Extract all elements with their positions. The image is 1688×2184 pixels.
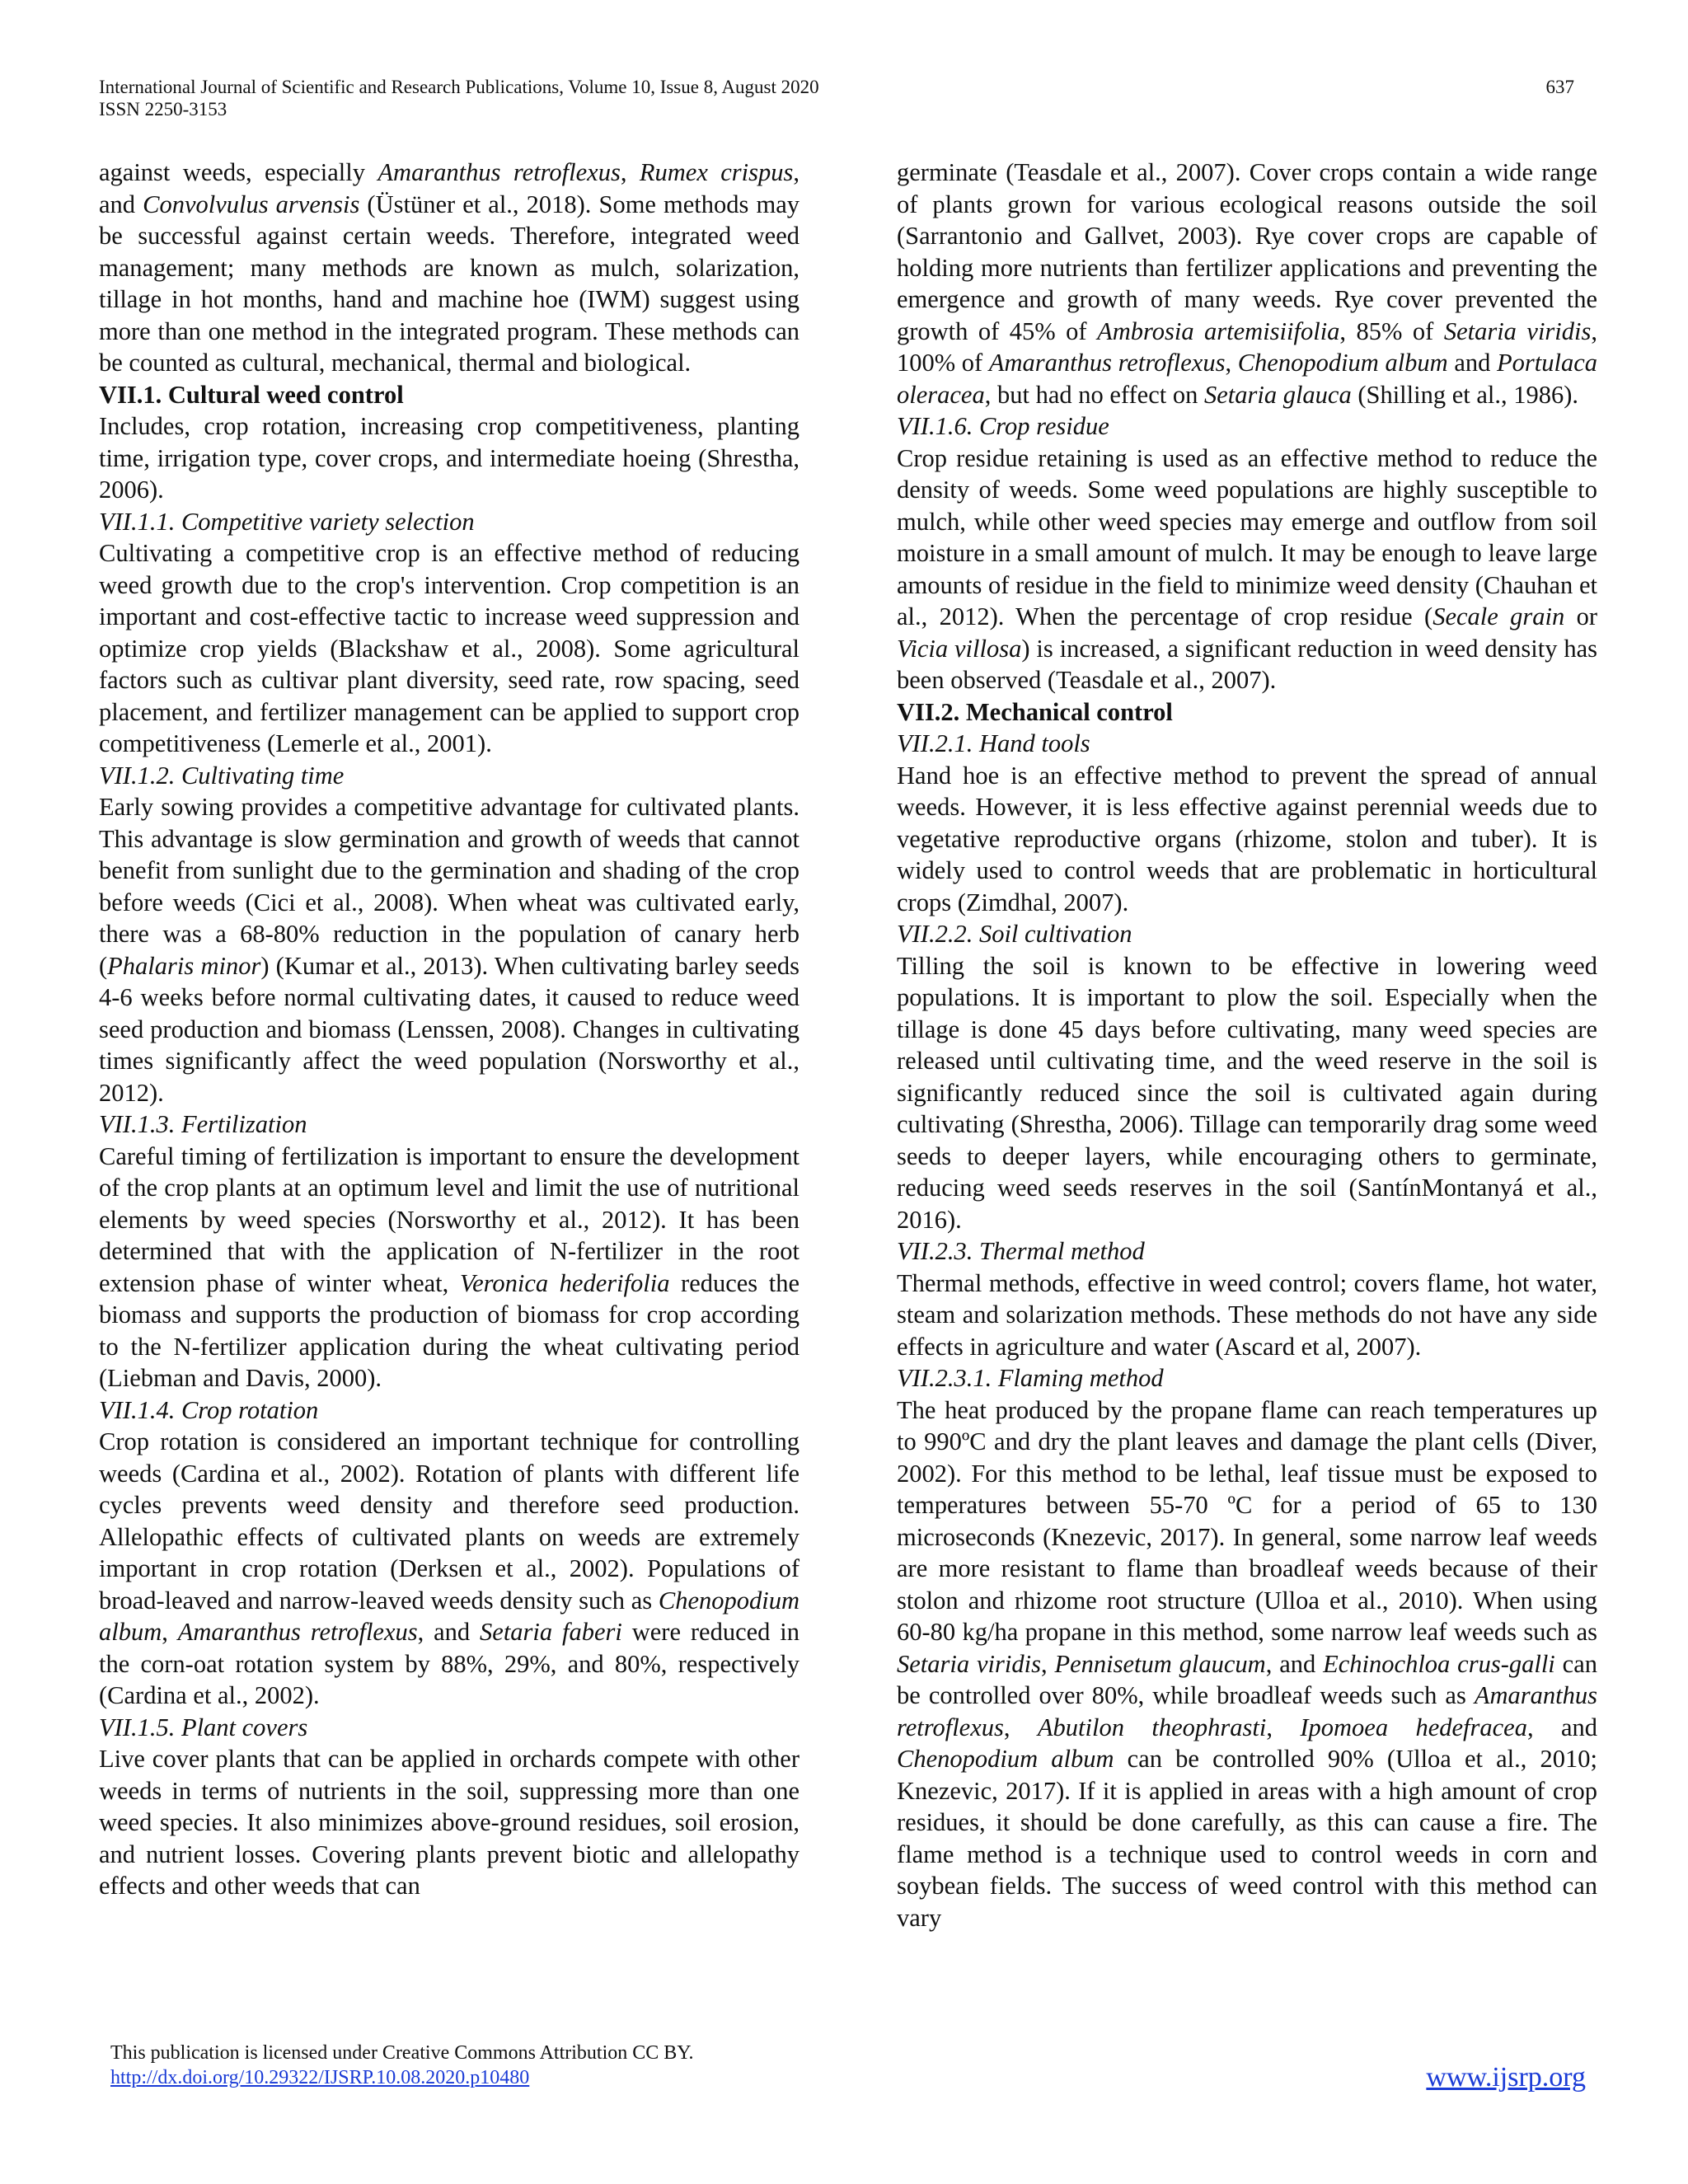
cultural-paragraph <box>99 410 799 506</box>
license-notice: This publication is licensed under Creative Commons Attribution CC BY. <box>110 2042 694 2064</box>
journal-website-link[interactable]: www.ijsrp.org <box>1426 2062 1586 2093</box>
section-heading-mechanical-control: VII.2. Mechanical control <box>897 697 1173 726</box>
species-name: Chenopodium album <box>897 1745 1114 1773</box>
text-run: , <box>620 158 640 186</box>
journal-title: International Journal of Scientific and Research Publications, Volume 10, Issue 8, August 2020 <box>99 77 819 97</box>
issn: ISSN 2250-3153 <box>99 99 227 120</box>
subsection-heading-fertilization: VII.1.3. Fertilization <box>99 1110 307 1138</box>
crop-residue-paragraph <box>897 443 1597 696</box>
text-run: , and <box>1265 1649 1324 1678</box>
text-run: Crop rotation is considered an important technique for controlling weeds (Cardina et al., 2002). Rotation of plants with different life cycles prevents weed density and therefore seed production. Allelopathic effects of cultivated plants on weeds are extremely important in crop rotation (Derksen et al., 2002). Populations of broad-leaved and narrow-leaved weeds density such as <box>99 1427 799 1615</box>
species-name: Rumex crispus <box>639 158 794 186</box>
species-name: Amaranthus retroflexus <box>897 1681 1597 1741</box>
crop-rotation-paragraph <box>99 1426 799 1712</box>
species-name: Amaranthus retroflexus <box>988 349 1226 377</box>
text-run: Tilling the soil is known to be effective in lowering weed populations. It is important to plow the soil. Especially when the tillage is done 45 days before cultivating, many weed species are released until cultivating time, and the weed reserve in the soil is significantly reduced since the soil is cultivated again during cultivating (Shrestha, 2006). Tillage can temporarily drag some weed seeds to deeper layers, while encouraging others to germinate, reducing weed seeds reserves in the soil (SantínMontanyá et al., 2016). <box>897 951 1597 1234</box>
species-name: Secale grain <box>1432 602 1565 630</box>
text-run: Cultivating a competitive crop is an effective method of reducing weed growth due to the crop's intervention. Crop competition is an important and cost-effective tactic to increase weed suppression and optimize crop yields (Blackshaw et al., 2008). Some agricultural factors such as cultivar plant diversity, seed rate, row spacing, seed placement, and fertilizer management can be applied to support crop competitiveness (Lemerle et al., 2001). <box>99 539 799 757</box>
text-run: , <box>1003 1713 1038 1741</box>
species-name: Ipomoea hedefracea <box>1300 1713 1527 1741</box>
text-run: , and <box>1526 1713 1598 1741</box>
subsection-heading-crop-rotation: VII.1.4. Crop rotation <box>99 1395 319 1424</box>
species-name: Echinochloa crus-galli <box>1323 1649 1555 1678</box>
text-run: can be controlled 90% (Ulloa et al., 2010; Knezevic, 2017). If it is applied in areas with a high amount of crop residues, it should be done carefully, as this can cause a fire. The flame method is a technique used to control weeds in corn and soybean fields. The success of weed control with this method can vary <box>897 1745 1597 1932</box>
fertilization-paragraph <box>99 1141 799 1394</box>
text-run: against weeds, especially <box>99 158 378 186</box>
section-heading-cultural-weed-control: VII.1. Cultural weed control <box>99 380 404 409</box>
text-run: , 85% of <box>1339 316 1444 345</box>
text-run: , <box>162 1618 178 1646</box>
text-run: , <box>1040 1649 1055 1678</box>
plant-covers-continued-paragraph <box>897 157 1597 410</box>
text-run: Crop residue retaining is used as an effective method to reduce the density of weeds. Some weed populations are highly susceptible to mulch, while other weed species may emerge and outflow from soil moisture in a small amount of mulch. It may be enough to leave large amounts of residue in the field to minimize weed density (Chauhan et al., 2012). When the percentage of crop residue ( <box>897 443 1597 630</box>
page-number: 637 <box>1545 77 1574 97</box>
text-run: The heat produced by the propane flame can reach temperatures up to 990ºC and dry the plant leaves and damage the plant cells (Diver, 2002). For this method to be lethal, leaf tissue must be exposed to temperatures between 55-70 ºC for a period of 65 to 130 microseconds (Knezevic, 2017). In general, some narrow leaf weeds are more resistant to flame than broadleaf weeds because of their stolon and rhizome root structure (Ulloa et al., 2010). When using 60-80 kg/ha propane in this method, some narrow leaf weeds such as <box>897 1395 1597 1646</box>
hand-tools-paragraph <box>897 760 1597 919</box>
text-run: Thermal methods, effective in weed control; covers flame, hot water, steam and solarization methods. These methods do not have any side effects in agriculture and water (Ascard et al, 2007). <box>897 1268 1597 1361</box>
species-name: Abutilon theophrasti <box>1037 1713 1267 1741</box>
doi-link[interactable]: http://dx.doi.org/10.29322/IJSRP.10.08.2020.p10480 <box>110 2067 530 2088</box>
species-name: Ambrosia artemisiifolia <box>1097 316 1340 345</box>
text-run: were reduced in the corn-oat rotation system by 88%, 29%, and 80%, respectively (Cardina et al., 2002). <box>99 1618 799 1709</box>
flaming-method-paragraph <box>897 1394 1597 1934</box>
text-run: , and <box>417 1618 481 1646</box>
plant-covers-paragraph <box>99 1743 799 1902</box>
text-run: Includes, crop rotation, increasing crop competitiveness, planting time, irrigation type, cover crops, and intermediate hoeing (Shrestha, 2006). <box>99 412 799 504</box>
text-run: Early sowing provides a competitive advantage for cultivated plants. This advantage is slow germination and growth of weeds that cannot benefit from sunlight due to the germination and shading of the crop before weeds (Cici et al., 2008). When wheat was cultivated early, there was a 68-80% reduction in the population of canary herb ( <box>99 793 799 980</box>
page-header <box>99 76 1574 120</box>
subsection-heading-flaming-method: VII.2.3.1. Flaming method <box>897 1364 1164 1392</box>
species-name: Convolvulus arvensis <box>143 190 360 218</box>
text-run: can be controlled over 80%, while broadleaf weeds such as <box>897 1649 1598 1709</box>
text-run: germinate (Teasdale et al., 2007). Cover crops contain a wide range of plants grown for various ecological reasons outside the soil (Sarrantonio and Gallvet, 2003). Rye cover crops are capable of holding more nutrients than fertilizer applications and preventing the emergence and growth of many weeds. Rye cover prevented the growth of 45% of <box>897 158 1597 345</box>
species-name: Setaria glauca <box>1203 380 1352 409</box>
species-name: Setaria faberi <box>480 1618 622 1646</box>
subsection-heading-soil-cultivation: VII.2.2. Soil cultivation <box>897 920 1132 948</box>
subsection-heading-plant-covers: VII.1.5. Plant covers <box>99 1713 308 1741</box>
text-run: and <box>1447 349 1498 377</box>
species-name: Vicia villosa <box>897 634 1022 663</box>
species-name: Pennisetum glaucum <box>1054 1649 1266 1678</box>
text-run: , and <box>99 158 800 218</box>
right-column <box>897 157 1597 1933</box>
page-footer <box>110 2041 1586 2093</box>
subsection-heading-hand-tools: VII.2.1. Hand tools <box>897 729 1090 757</box>
text-run: Careful timing of fertilization is important to ensure the development of the crop plants at an optimum level and limit the use of nutritional elements by weed species (Norsworthy et al., 2012). It has been determined that with the application of N-fertilizer in the root extension phase of winter wheat, <box>99 1141 799 1297</box>
text-run: Live cover plants that can be applied in orchards compete with other weeds in terms of nutrients in the soil, suppressing more than one weed species. It also minimizes above-ground residues, soil erosion, and nutrient losses. Covering plants prevent biotic and allelopathy effects and other weeds that can <box>99 1745 799 1900</box>
species-name: Chenopodium album <box>99 1586 799 1646</box>
text-run: Hand hoe is an effective method to prevent the spread of annual weeds. However, it is less effective against perennial weeds due to vegetative reproductive organs (rhizome, stolon and tuber). It is widely used to control weeds that are problematic in horticultural crops (Zimdhal, 2007). <box>897 761 1597 916</box>
species-name: Amaranthus retroflexus <box>177 1618 418 1646</box>
text-run: or <box>1564 602 1597 630</box>
species-name: Chenopodium album <box>1237 349 1448 377</box>
subsection-heading-competitive-variety: VII.1.1. Competitive variety selection <box>99 507 475 536</box>
subsection-heading-crop-residue: VII.1.6. Crop residue <box>897 412 1109 440</box>
species-name: Portulaca oleracea <box>897 349 1598 409</box>
thermal-method-paragraph <box>897 1268 1597 1363</box>
competitive-paragraph <box>99 537 799 760</box>
text-run: , 100% of <box>897 316 1597 377</box>
species-name: Phalaris minor <box>107 951 261 980</box>
cultivating-time-paragraph <box>99 791 799 1108</box>
text-run: ) (Kumar et al., 2013). When cultivating barley seeds 4-6 weeks before normal cultivating dates, it caused to reduce weed seed production and biomass (Lenssen, 2008). Changes in cultivating times significantly affect the weed population (Norsworthy et al., 2012). <box>99 951 799 1107</box>
species-name: Veronica hederifolia <box>459 1268 670 1297</box>
text-run: , <box>1225 349 1238 377</box>
subsection-heading-thermal-method: VII.2.3. Thermal method <box>897 1237 1145 1265</box>
text-run: , <box>1266 1713 1301 1741</box>
subsection-heading-cultivating-time: VII.1.2. Cultivating time <box>99 761 345 790</box>
species-name: Amaranthus retroflexus <box>377 158 621 186</box>
text-run: (Üstüner et al., 2018). Some methods may be successful against certain weeds. Therefore, integrated weed management; many methods are known as mulch, solarization, tillage in hot months, hand and machine hoe (IWM) suggest using more than one method in the integrated program. These methods can be counted as cultural, mechanical, thermal and biological. <box>99 190 799 377</box>
species-name: Setaria viridis <box>897 1649 1041 1678</box>
text-run: reduces the biomass and supports the production of biomass for crop according to the N-fertilizer application during the wheat cultivating period (Liebman and Davis, 2000). <box>99 1268 799 1392</box>
left-column <box>99 157 799 1902</box>
text-run: ) is increased, a significant reduction in weed density has been observed (Teasdale et al., 2007). <box>897 634 1598 694</box>
species-name: Setaria viridis <box>1443 316 1592 345</box>
intro-paragraph <box>99 157 799 379</box>
soil-cultivation-paragraph <box>897 950 1597 1236</box>
text-run: , but had no effect on <box>984 380 1204 409</box>
text-run: (Shilling et al., 1986). <box>1351 380 1579 409</box>
